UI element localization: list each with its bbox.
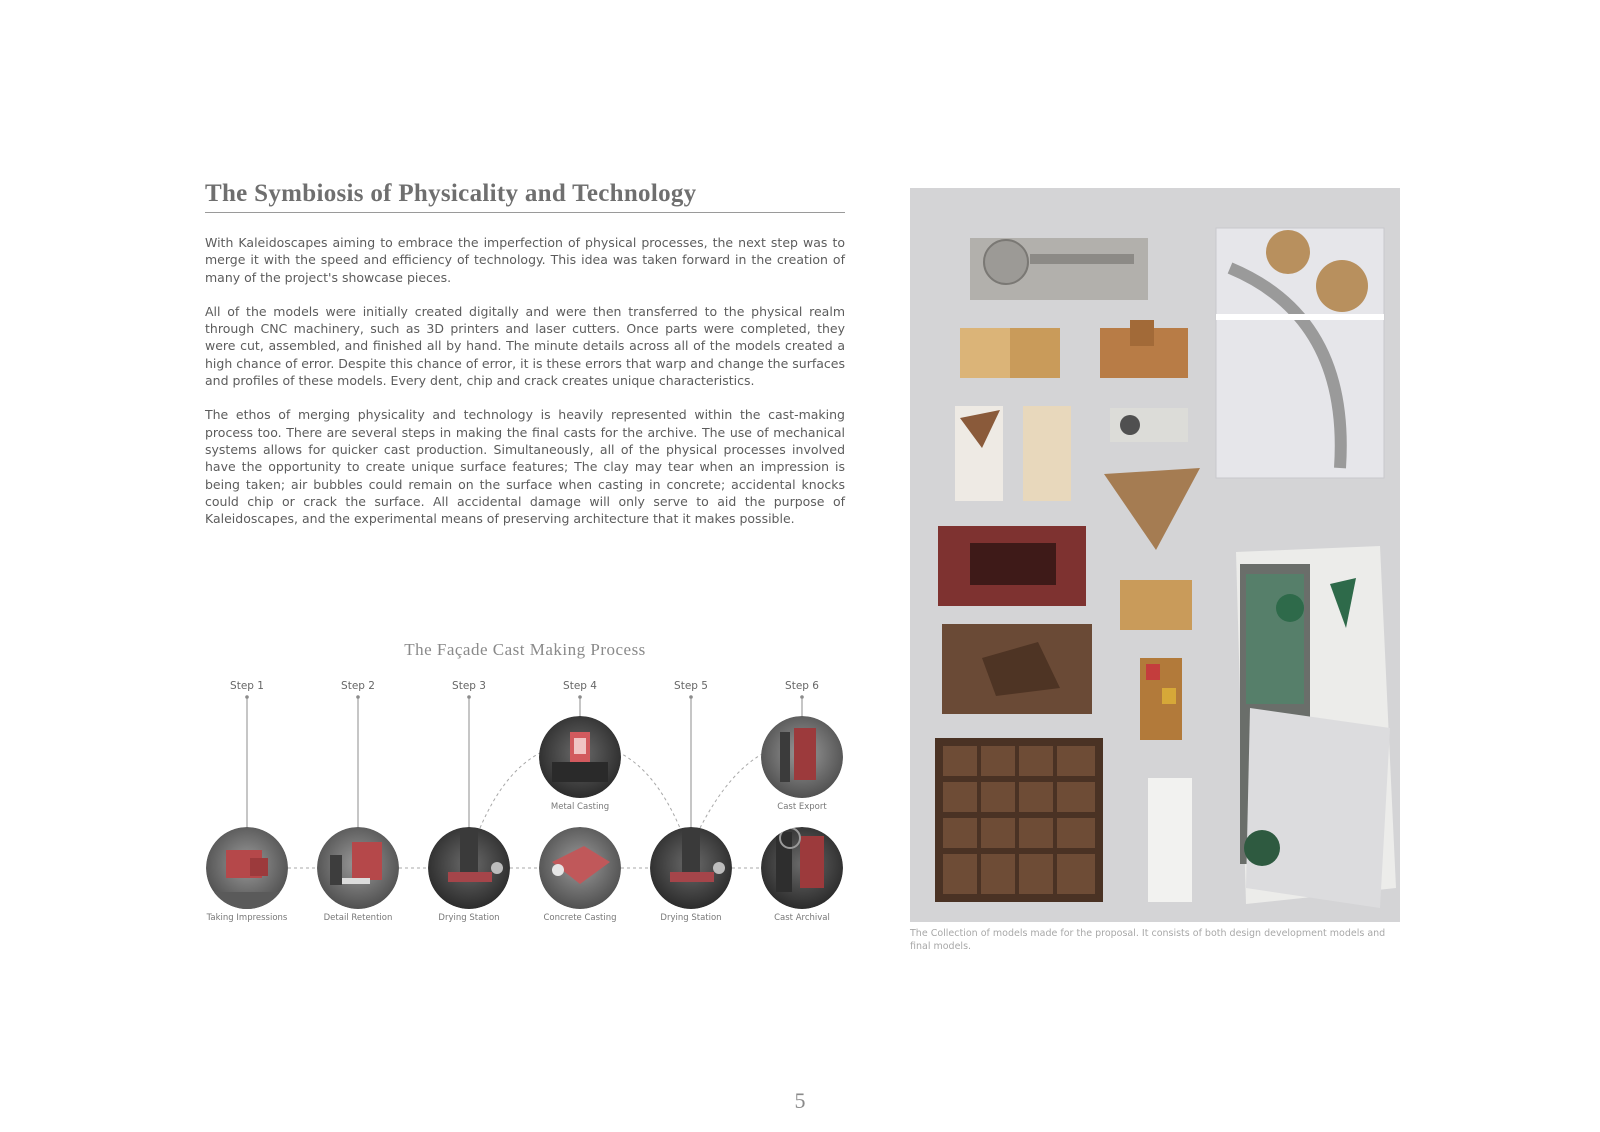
step-2-label: Step 2 [341,680,375,692]
label-cast-export: Cast Export [777,802,827,812]
models-illustration [910,188,1400,922]
step-5-label: Step 5 [674,680,708,692]
label-cast-archival: Cast Archival [774,913,830,923]
process-title: The Façade Cast Making Process [404,640,646,659]
step-3-label: Step 3 [452,680,486,692]
paragraph-2: All of the models were initially created digitally and were then transferred to the physical realm through CNC machinery, such as 3D printers and laser cutters. Once parts were completed, they were cut, assembled, and finished all by hand. The minute details across all of the models created a high chance of error. Despite this chance of error, it is these errors that warp and change the surfaces and profiles of these models. Every dent, chip and crack creates unique characteristics. [205,303,845,389]
label-detail-retention: Detail Retention [323,913,393,923]
label-drying-station-1: Drying Station [438,913,500,923]
step-1-label: Step 1 [230,680,264,692]
step-lines [247,697,802,827]
circle-cast-export [761,716,843,798]
circle-drying-station-2 [650,827,732,909]
paragraph-1: With Kaleidoscapes aiming to embrace the imperfection of physical processes, the next step was to merge it with the speed and efficiency of technology. This idea was taken forward in the creation of many of the project's showcase pieces. [205,235,845,285]
page-number: 5 [794,1088,806,1113]
section-title: The Symbiosis of Physicality and Technology [205,180,845,213]
label-metal-casting: Metal Casting [550,802,610,812]
circle-detail-retention [317,827,399,909]
photo-caption: The Collection of models made for the proposal. It consists of both design development models and final models. [910,928,1386,952]
label-taking-impressions: Taking Impressions [206,913,288,923]
circle-concrete-casting [539,827,621,909]
label-concrete-casting: Concrete Casting [543,913,617,923]
label-drying-station-2: Drying Station [660,913,722,923]
body-text [205,234,845,544]
circle-drying-station-1 [428,827,510,909]
circle-taking-impressions [206,827,288,912]
models-collection-photo [910,188,1400,922]
circle-cast-archival [761,827,843,909]
circle-metal-casting [539,716,621,798]
paragraph-3: The ethos of merging physicality and technology is heavily represented within the cast-making process too. There are several steps in making the final casts for the archive. The use of mechanical systems allows for quicker cast production. Simultaneously, all of the physical processes involved have the opportunity to create unique surface features; The clay may tear when an impression is being taken; air bubbles could remain on the surface when casting in concrete; accidental knocks could chip or crack the surface. All accidental damage will only serve to aid the purpose of Kaleidoscapes, and the experimental means of preserving architecture that it makes possible. [205,407,845,527]
step-4-label: Step 4 [563,680,597,692]
step-6-label: Step 6 [785,680,819,692]
